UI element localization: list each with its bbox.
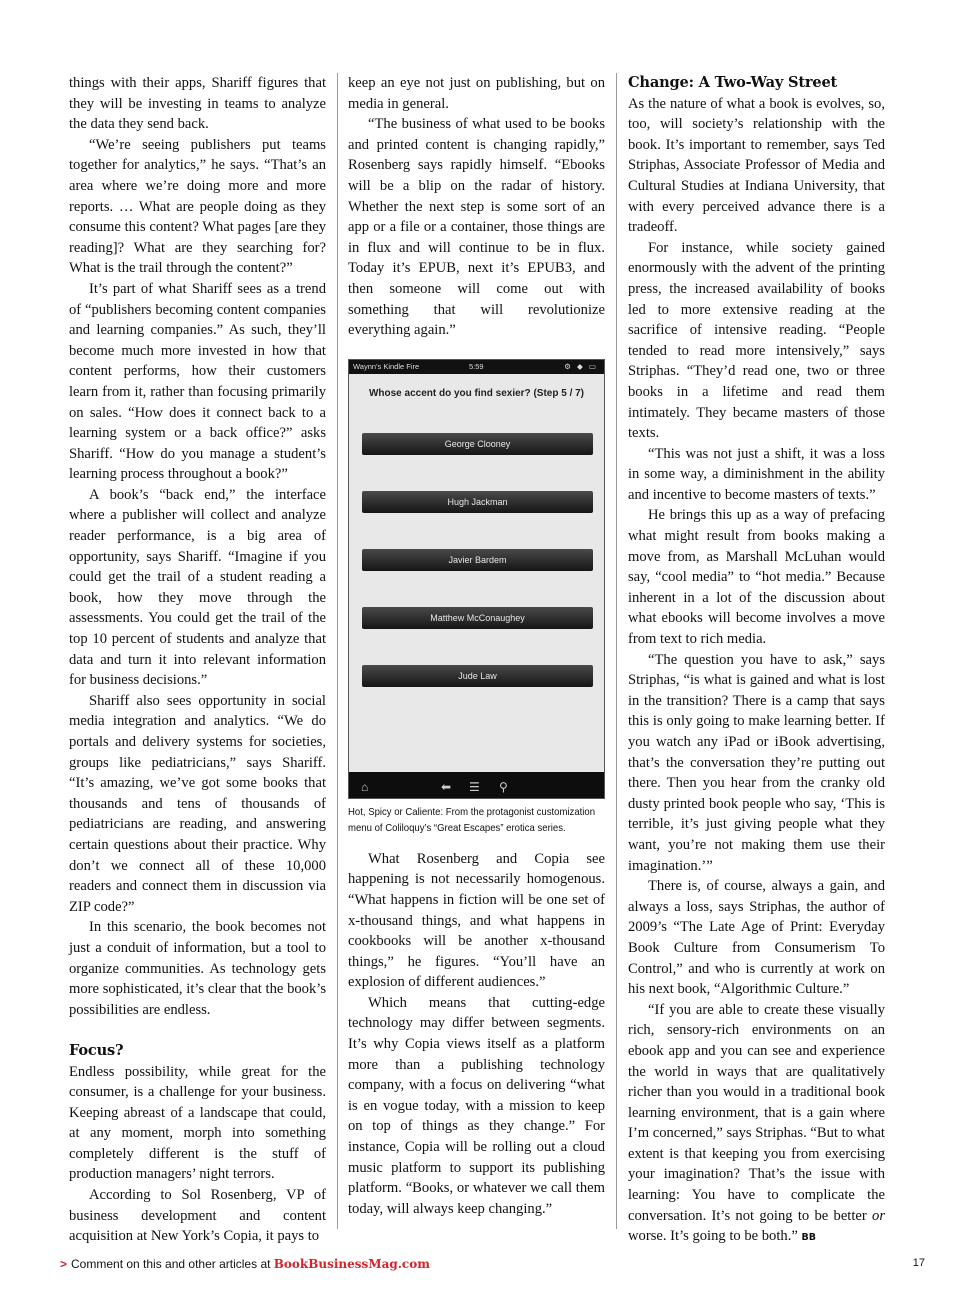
option-button: Javier Bardem (362, 549, 593, 571)
footer-comment-text: Comment on this and other articles at (71, 1257, 274, 1271)
page-number: 17 (912, 1257, 925, 1269)
paragraph: It’s part of what Shariff sees as a trend of “publishers becoming content companies and learning companies.” As such, they’ll become much more invested in how that content performs, how their customers learn from it, rather than focusing primarily on sales. “How does it connect back to a learning system or a back office?” asks Shariff. “How do you manage a student’s learning process throughout a book?” (69, 280, 326, 483)
back-arrow-icon: ⬅ (441, 779, 452, 794)
paragraph: “This was not just a shift, it was a loss in some way, a diminishment in the ability and incentive to become masters of texts.” (628, 445, 885, 503)
option-button: Hugh Jackman (362, 491, 593, 513)
figure-caption: Hot, Spicy or Caliente: From the protagonist customization menu of Coliloquy’s “Great Escapes” erotica series. (348, 806, 596, 834)
page-footer (60, 1257, 925, 1275)
paragraph: He brings this up as a way of prefacing what might result from books making a move from, as Marshall McLuhan would say, “cool media” to “hot media.” Because inherent in a lot of the discussion about what ebooks will become involves a move from text to rich media. (628, 507, 885, 648)
column-1 (69, 73, 326, 1247)
paragraph: According to Sol Rosenberg, VP of business development and content acquisition at New York’s Copia, it pays to (69, 1187, 326, 1245)
column-divider (616, 73, 617, 1229)
author-signature: BB (801, 1232, 816, 1244)
option-button: George Clooney (362, 433, 593, 455)
column-2 (348, 73, 605, 1219)
home-icon: ⌂ (361, 779, 369, 794)
paragraph: As the nature of what a book is evolves, so, too, will society’s relationship with the book. It’s important to remember, says Ted Striphas, Associate Professor of Media and Cultural Studies at Indiana University, that with every perceived advance there is a tradeoff. (628, 95, 885, 236)
section-heading-change: Change: A Two-Way Street (628, 74, 838, 91)
column-3 (628, 73, 885, 1249)
section-heading-focus: Focus? (69, 1041, 124, 1059)
arrow-icon: > (60, 1257, 68, 1271)
paragraph: For instance, while society gained enormously with the advent of the printing press, the increased availability of books led to more extensive reading at the sacrifice of intensive reading. “People tended to read more intensively,” says Striphas. “They’d read one, two or three books in a lifetime and read them intimately. They became masters of those texts. (628, 239, 885, 442)
paragraph: Shariff also sees opportunity in social media integration and analytics. “We do portals and delivery systems for societies, groups like pediatricians,” says Shariff. “It’s amazing, we’ve got some books that thousands and tens of thousands of pediatricians are reading, and answering certain questions about their practice. Why don’t we connect all of these 10,000 readers and connect them in discussion via ZIP code?” (69, 692, 326, 915)
paragraph: Which means that cutting-edge technology may differ between segments. It’s why Copia views itself as a platform more than a publishing technology company, with a focus on delivering “what is en vogue today, with a mission to keep on top of things as they change.” For instance, Copia will be rolling out a cloud music platform to support its publishing platform. “Books, or whatever we call them today, will always keep changing.” (348, 994, 605, 1217)
device-time: 5:59 (469, 361, 484, 371)
paragraph: There is, of course, always a gain, and always a loss, says Striphas, the author of 2009’s “The Late Age of Print: Everyday Book Culture from Consumerism To Control,” and who is currently at work on his next book, “Algorithmic Culture.” (628, 878, 885, 998)
paragraph: In this scenario, the book becomes not just a conduit of information, but a tool to organize communities. As technology gets more sophisticated, it’s clear that the book’s possibilities are endless. (69, 919, 326, 1018)
website-link[interactable]: BookBusinessMag.com (273, 1257, 430, 1271)
paragraph: keep an eye not just on publishing, but on media in general. (348, 75, 605, 112)
status-icons: ⚙ ◆ ▭ (564, 361, 598, 371)
option-button: Jude Law (362, 665, 593, 687)
paragraph: A book’s “back end,” the interface where a publisher will collect and analyze reader performance, is a big area of opportunity, says Shariff. “Imagine if you could get the trail of a student reading a book, how they move through the assessments. You could get the trail of the top 10 percent of students and analyze that data and turn it into relevant information for business decisions.” (69, 486, 326, 689)
paragraph: “If you are able to create these visually rich, sensory-rich environments on an ebook app and you can see and experience the world in ways that are qualitatively richer than you would in a traditional book learning environment, that is a gain where I’m concerned,” says Striphas. “But to what extent is that keeping you from exercising your imagination? That’s the issue with learning: You have to complicate the conversation. It’s not going to be better or worse. It’s going to be both.” BB (628, 1001, 885, 1245)
paragraph: things with their apps, Shariff figures that they will be investing in teams to analyze the data they send back. (69, 75, 326, 133)
device-status-bar (349, 360, 604, 374)
device-name: Waynn's Kindle Fire (353, 361, 420, 371)
figure-question: Whose accent do you find sexier? (Step 5 / 7) (368, 387, 585, 399)
paragraph: “We’re seeing publishers put teams together for analytics,” he says. “That’s an area where we’re doing more and more reports. … What are people doing as they consume this content? What pages [are they reading]? What are they searching for? What is the trail through the content?” (69, 136, 326, 277)
search-icon: ⚲ (499, 779, 508, 794)
menu-icon: ☰ (469, 779, 480, 794)
paragraph: “The question you have to ask,” says Striphas, “is what is gained and what is lost in the transition? There is a camp that says this is only going to make learning better. If you watch any iPad or iBook advertising, that’s the conversation they’re putting out there. Then you hear from the cranky old dusty printed book people who say, ‘This is terrible, it’s just giving people what they want, you’re not making them use their imagination.’” (628, 651, 885, 874)
paragraph: What Rosenberg and Copia see happening is not necessarily homogenous. “What happens in fiction will be one set of x-thousand things, and what happens in cookbooks will be another x-thousand things,” he figures. “You’ll have an explosion of different audiences.” (348, 850, 605, 991)
paragraph: “The business of what used to be books and printed content is changing rapidly,” Rosenberg says rapidly himself. “Ebooks will be a blip on the radar of history. Whether the next step is some sort of an app or a file or a container, those things are in flux and will continue to be in flux. Today it’s EPUB, next it’s EPUB3, and then someone will come out with something that will revolutionize everything again.” (348, 116, 605, 339)
device-nav-bar (349, 772, 604, 798)
option-button: Matthew McConaughey (362, 607, 593, 629)
kindle-screenshot-figure (348, 359, 605, 799)
paragraph: Endless possibility, while great for the consumer, is a challenge for your business. Keeping abreast of a landscape that could, at any moment, morph into something completely different is the stuff of production managers’ night terrors. (69, 1063, 326, 1183)
column-divider (337, 73, 338, 1229)
